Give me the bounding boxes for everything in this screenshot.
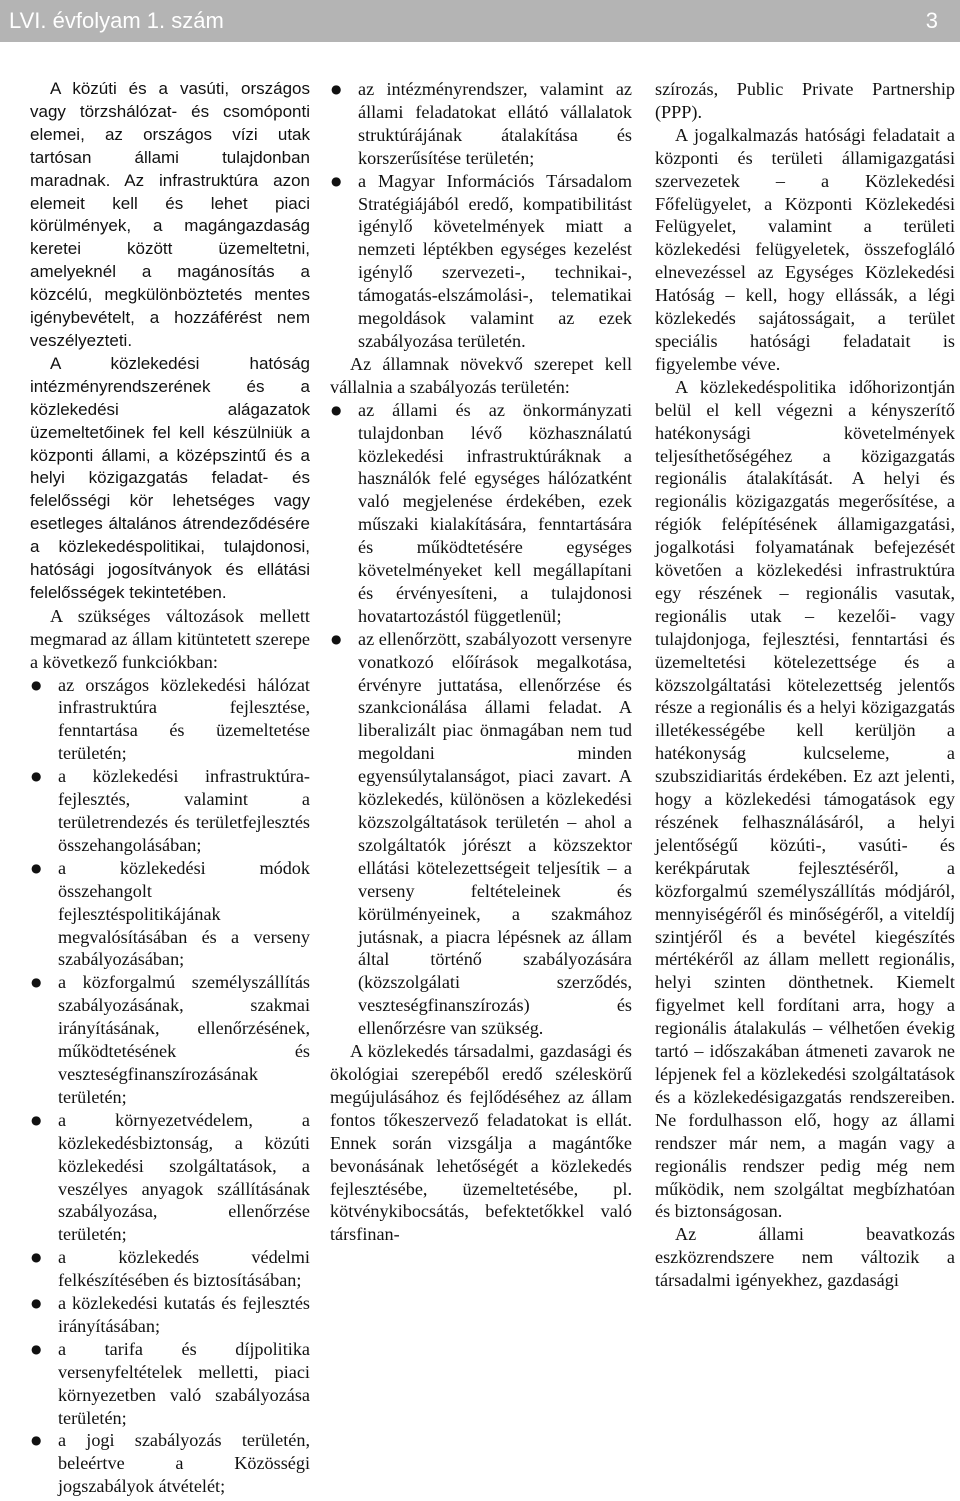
list-item: ● a Magyar Információs Társadalom Stratégiájából eredő, kompatibilitást igénylő követelmények miatt a nemzeti léptékben egységes kezelést igénylő szervezeti-, technikai-, támogatás-elszámolási-, telematikai megoldások valamint az ezek szabályozása területén. <box>330 170 632 353</box>
list-item: ● a közlekedési módok összehangolt fejlesztéspolitikájának megvalósításában és a verseny szabályozásában; <box>30 857 310 972</box>
paragraph: Az államnak növekvő szerepet kell vállalnia a szabályozás területén: <box>330 353 632 397</box>
list-item: ● a jogi szabályozás területén, beleértve a Közösségi jogszabályok átvételét; <box>30 1429 310 1498</box>
paragraph: szírozás, Public Private Partnership (PPP). <box>655 79 955 122</box>
paragraph: A közúti és a vasúti, országos vagy törzshálózat- és csomóponti elemei, az országos vízi utak tartósan állami tulajdonban maradnak. Az infrastruktúra azon elemeit kell és lehet piaci körülmények, a magángazdaság keretei között üzemeltetni, amelyeknél a magánosítás a közcélú, megkülönböztetés mentes igénybevételt, a hozzáférést nem veszélyezteti. <box>30 79 310 350</box>
list-item: ● az intézményrendszer, valamint az állami feladatokat ellátó vállalatok struktúrájának átalakítása és korszerűsítése területén; <box>330 78 632 170</box>
paragraph: A jogalkalmazás hatósági feladatait a központi és területi államigazgatási szervezetek – a Közlekedési Főfelügyelet, a Központi Közlekedési Felügyelet, valamint a területi közlekedési felügyeletek, összefogláló elnevezéssel az Egységes Közlekedési Hatóság – kell, hogy ellássák, a légi közlekedés sajátosságait, a terület speciális hatósági feladatait is figyelembe véve. <box>655 124 955 374</box>
page-header <box>0 0 960 42</box>
list-item: ● a tarifa és díjpolitika versenyfeltételek melletti, piaci környezetben való szabályozása területén; <box>30 1338 310 1430</box>
paragraph: A szükséges változások mellett megmarad az állam kitüntetett szerepe a következő funkciókban: <box>30 605 310 672</box>
list-item: ● a közlekedés védelmi felkészítésében és biztosításában; <box>30 1246 310 1292</box>
page-number: 3 <box>925 8 938 33</box>
list-item: ● a közlekedési kutatás és fejlesztés irányításában; <box>30 1292 310 1338</box>
column-2 <box>330 78 632 1246</box>
volume-label: LVI. évfolyam 1. szám <box>9 8 224 33</box>
bullet-list <box>330 78 632 353</box>
column-3 <box>655 78 955 1292</box>
list-item: ● az országos közlekedési hálózat infrastruktúra fejlesztése, fenntartása és üzemeltetése területén; <box>30 674 310 766</box>
list-item: ● a közlekedési infrastruktúra-fejlesztés, valamint a területrendezés és területfejlesztés összehangolásában; <box>30 765 310 857</box>
column-1 <box>30 78 310 1498</box>
list-item: ● az ellenőrzött, szabályozott versenyre vonatkozó előírások megalkotása, érvényre juttatása, ellenőrzése és szankcionálása állami feladat. A liberalizált piac önmagában nem tud megoldani minden egyensúlytalanságot, piaci zavart. A közlekedés, különösen a közlekedési közszolgáltatások területén – ahol a szolgáltatók jórészt a közszektor ellátási kötelezettségeit teljesítik – a verseny feltételeinek és körülményeinek, a szakmához jutásnak, a piacra lépésnek az állam által történő szabályozására (közszolgálati szerződés, veszteségfinanszírozás) és ellenőrzésre van szükség. <box>330 628 632 1040</box>
paragraph: Az állami beavatkozás eszközrendszere nem változik a társadalmi igényekhez, gazdasági <box>655 1224 955 1291</box>
paragraph: A közlekedéspolitika időhorizontján belül el kell végezni a kényszerítő hatékonysági követelmények teljesíthetőségéhez a közigazgatás regionális átalakítását. A helyi és regionális közigazgatás megerősítése, a régiók felépítésének államigazgatási, jogalkotási folyamatának befejezését követően a közlekedési infrastruktúra egy részének – regionális vasutak, regionális utak – kezelői- vagy tulajdonjoga, fejlesztési, fenntartási és üzemeltetési kötelezettsége és a közszolgáltatási kötelezettség jelentős része a regionális és a helyi közigazgatás illetékességébe kell kerüljön a hatékonyság kulcseleme, a szubszidiaritás érdekében. Ez azt jelenti, hogy a közlekedési támogatások egy részének felhasználásáról, a helyi jelentőségű közúti-, vasúti- és kerékpárutak fejlesztéséről, a közforgalmú személyszállítás módjáról, mennyiségéről és minőségéről, a viteldíj szintjéről és a bevétel kiegészítés mértékéről az állam mellett regionális, helyi szinten dönthetnek. Kiemelt figyelmet kell fordítani arra, hogy a regionális átalakulás – vélhetően évekig tartó – időszakában átmeneti zavarok ne lépjenek fel a közlekedési szolgáltatások és a közlekedésigazgatás rendszereiben. Ne fordulhasson elő, hogy az állami rendszer már nem, a magán vagy a regionális rendszer pedig még nem működik, nem szolgáltat megbízhatóan és biztonságosan. <box>655 376 955 1222</box>
list-item: ● az állami és az önkormányzati tulajdonban lévő közhasználatú közlekedési infrastruktúráknak a használók felé egységes hálózatként való megjelenése érdekében, ezek műszaki kialakítására, fenntartására és működtetésére egységes követelményeket kell megállapítani és érvényesíteni, a tulajdonosi hovatartozástól függetlenül; <box>330 399 632 628</box>
paragraph: A közlekedés társadalmi, gazdasági és ökológiai szerepéből eredő széleskörű megújulásához és fejlődéséhez az állam fontos tőkeszervező feladatokat is ellát. Ennek során vizsgálja a magántőke bevonásának lehetőségét a közlekedés fejlesztésébe, üzemeltetésébe, pl. kötvénykibocsátás, befektetőkkel való társfinan- <box>330 1041 632 1245</box>
bullet-list <box>330 399 632 1040</box>
paragraph: A közlekedési hatóság intézményrendszerének és a közlekedési alágazatok üzemeltetőinek fel kell készülniük a központi állami, a középszintű és a helyi közigazgatás feladat- és felelősségi kör lehetséges vagy esetleges általános átrendeződésére a közlekedéspolitikai, tulajdonosi, hatósági jogosítványok és ellátási felelősségek tekintetében. <box>30 353 310 602</box>
list-item: ● a környezetvédelem, a közlekedésbiztonság, a közúti közlekedési szolgáltatások, a veszélyes anyagok szállításának szabályozása, ellenőrzése területén; <box>30 1109 310 1246</box>
list-item: ● a közforgalmú személyszállítás szabályozásának, szakmai irányításának, ellenőrzésének, működtetésének és veszteségfinanszírozásának területén; <box>30 971 310 1108</box>
bullet-list <box>30 674 310 1499</box>
